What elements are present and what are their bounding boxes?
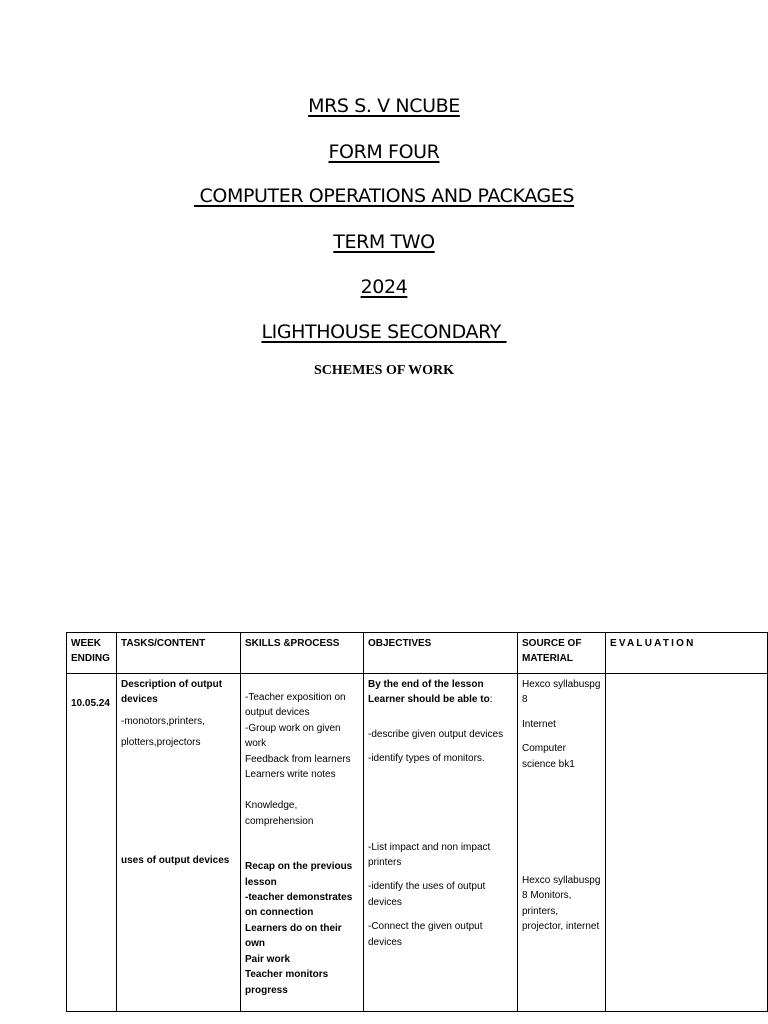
header-objectives: OBJECTIVES bbox=[364, 633, 518, 674]
source-cell bbox=[518, 674, 606, 1012]
schemes-table bbox=[66, 632, 768, 1012]
source-item: Hexco syllabuspg 8 bbox=[522, 679, 601, 706]
source-item: Internet bbox=[522, 718, 556, 730]
objective-item: -Connect the given output devices bbox=[368, 921, 483, 948]
form-level: FORM FOUR bbox=[328, 141, 440, 163]
skill-item: Learners do on their own bbox=[245, 922, 342, 950]
skill-item: Pair work bbox=[245, 953, 291, 965]
topic-items: -monotors,printers, bbox=[121, 715, 205, 727]
topic-items: plotters,projectors bbox=[121, 737, 201, 749]
objectives-cell bbox=[364, 674, 518, 1012]
objective-item: -identify the uses of output devices bbox=[368, 881, 486, 908]
header-tasks-content: TASKS/CONTENT bbox=[117, 633, 241, 674]
objective-item: -identify types of monitors. bbox=[368, 753, 485, 765]
objective-item: -describe given output devices bbox=[368, 728, 504, 740]
header-evaluation: EVALUATION bbox=[606, 633, 768, 674]
evaluation-cell bbox=[606, 674, 768, 1012]
skill-item: Learners write notes bbox=[245, 769, 336, 781]
source-item: Hexco syllabuspg 8 Monitors, printers, projector, internet bbox=[522, 875, 601, 933]
skill-item: -Teacher exposition on output devices bbox=[245, 692, 346, 719]
objectives-intro: By the end of the lesson Learner should be able to: bbox=[368, 679, 493, 706]
term-title: TERM TWO bbox=[333, 231, 435, 253]
header-week-ending: WEEK ENDING bbox=[67, 633, 117, 674]
skill-item: Teacher monitors progress bbox=[245, 969, 329, 996]
week-ending-cell: 10.05.24 bbox=[67, 674, 117, 1012]
skill-item: Feedback from learners bbox=[245, 753, 351, 765]
subject-title: COMPUTER OPERATIONS AND PACKAGES bbox=[193, 185, 575, 207]
table-header-row bbox=[67, 633, 768, 674]
skills-cell bbox=[241, 674, 364, 1012]
skill-item: -Group work on given work bbox=[245, 722, 341, 750]
objective-item: -List impact and non impact printers bbox=[368, 841, 491, 869]
topic-uses-output-devices: uses of output devices bbox=[121, 854, 230, 866]
document-type: SCHEMES OF WORK bbox=[313, 363, 455, 378]
skill-level: Knowledge, comprehension bbox=[245, 800, 314, 827]
teacher-name: MRS S. V NCUBE bbox=[308, 95, 460, 117]
source-item: Computer science bk1 bbox=[522, 743, 575, 770]
school-name: LIGHTHOUSE SECONDARY bbox=[261, 321, 507, 343]
tasks-cell bbox=[117, 674, 241, 1012]
year-title: 2024 bbox=[360, 276, 408, 298]
topic-output-devices: Description of output devices bbox=[121, 679, 223, 706]
header-skills-process: SKILLS &PROCESS bbox=[241, 633, 364, 674]
skill-item: -teacher demonstrates on connection bbox=[245, 892, 353, 919]
table-row bbox=[67, 674, 768, 1012]
skill-item: Recap on the previous lesson bbox=[245, 861, 353, 888]
header-source-material: SOURCE OF MATERIAL bbox=[518, 633, 606, 674]
